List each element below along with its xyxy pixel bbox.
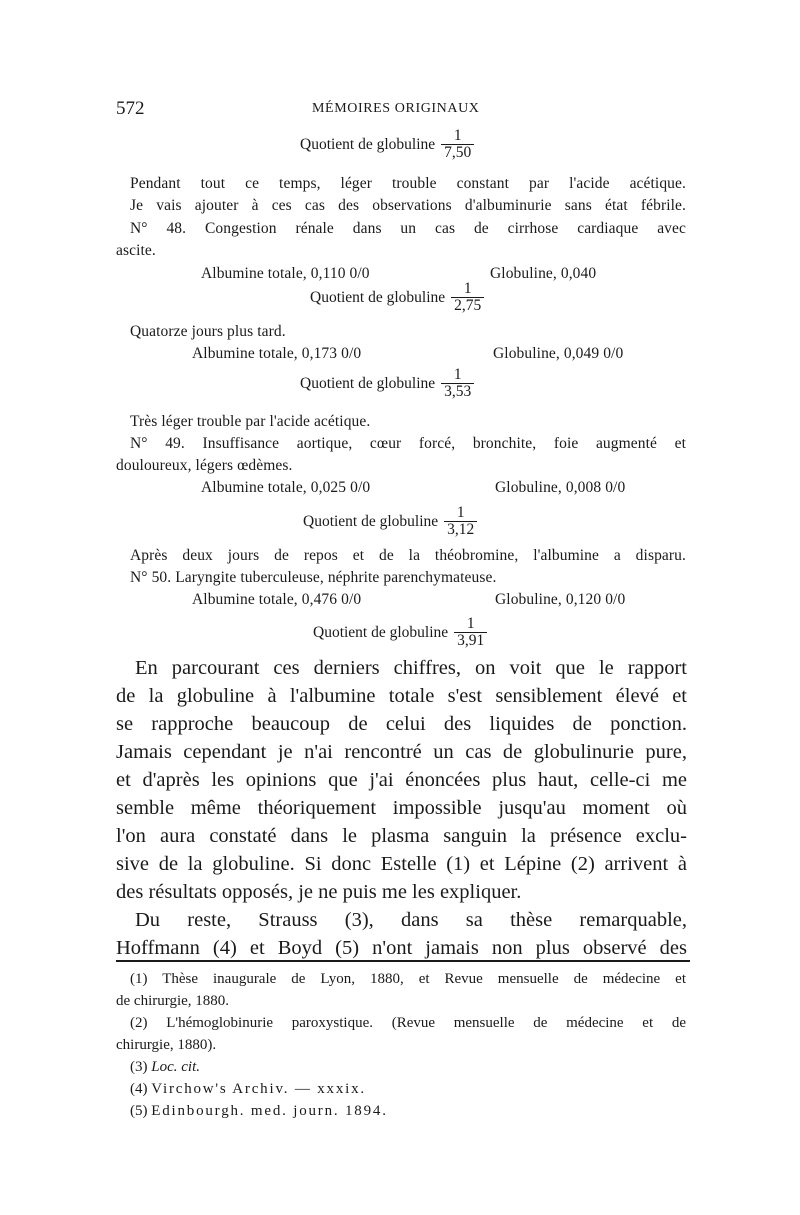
body-line: Jamais cependant je n'ai rencontré un cas de globulinurie pure,: [116, 741, 687, 763]
footnote-3: [130, 1059, 200, 1076]
fraction-denominator: 2,75: [451, 297, 484, 314]
footnote-5: [130, 1103, 388, 1120]
albumine-totale-48b: Albumine totale, 0,173 0/0: [192, 345, 362, 362]
quotient-label: Quotient de globuline: [313, 623, 449, 641]
footnote-text: Loc. cit.: [151, 1059, 200, 1075]
globuline-49: Globuline, 0,008 0/0: [495, 479, 626, 496]
body-line: sive de la globuline. Si donc Estelle (1) et Lépine (2) arrivent à: [116, 853, 687, 875]
running-title: MÉMOIRES ORIGINAUX: [312, 101, 480, 116]
footnote-1: (1) Thèse inaugurale de Lyon, 1880, et Revue mensuelle de médecine et: [130, 971, 686, 987]
fraction-numerator: 1: [466, 615, 475, 632]
footnote-number: (4): [130, 1081, 148, 1097]
footnote-2-cont: chirurgie, 1880).: [116, 1037, 217, 1053]
text-line: Je vais ajouter à ces cas des observations d'albuminurie sans état fébrile.: [130, 197, 686, 214]
body-line: de la globuline à l'albumine totale s'est sensiblement élevé et: [116, 685, 687, 707]
globuline-48: Globuline, 0,040: [490, 265, 597, 282]
text-line: Pendant tout ce temps, léger trouble constant par l'acide acétique.: [130, 175, 686, 192]
fraction: [444, 505, 477, 539]
quotient-label: Quotient de globuline: [310, 288, 446, 306]
quotient-label: Quotient de globuline: [303, 512, 439, 530]
page-header: [116, 98, 690, 122]
quotient-2-75: [310, 281, 484, 315]
footnote-number: (5): [130, 1103, 148, 1119]
fraction: [451, 281, 484, 315]
body-line: des résultats opposés, je ne puis me les expliquer.: [116, 881, 522, 903]
body-line: l'on aura constaté dans le plasma sanguin la présence exclu-: [116, 825, 687, 847]
body-line: semble même théoriquement impossible jusqu'au moment où: [116, 797, 687, 819]
quotient-7-50: [300, 128, 474, 162]
footnote-number: (3): [130, 1059, 148, 1075]
page-number: 572: [116, 98, 145, 119]
fraction-numerator: 1: [463, 280, 472, 297]
text-line: N° 49. Insuffisance aortique, cœur forcé, bronchite, foie augmenté et: [130, 435, 686, 452]
fraction: [454, 616, 487, 650]
footnote-text: Virchow's Archiv. — xxxix.: [151, 1081, 366, 1097]
text-line: N° 50. Laryngite tuberculeuse, néphrite parenchymateuse.: [130, 569, 497, 586]
text-line: ascite.: [116, 242, 156, 259]
quotient-label: Quotient de globuline: [300, 135, 436, 153]
footnote-4: [130, 1081, 366, 1098]
body-line: Du reste, Strauss (3), dans sa thèse remarquable,: [135, 909, 687, 931]
globuline-50: Globuline, 0,120 0/0: [495, 591, 626, 608]
text-line: Après deux jours de repos et de la théobromine, l'albumine a disparu.: [130, 547, 686, 564]
body-line: Hoffmann (4) et Boyd (5) n'ont jamais non plus observé des: [116, 937, 687, 959]
quotient-3-12: [303, 505, 477, 539]
albumine-totale-48: Albumine totale, 0,110 0/0: [201, 265, 370, 282]
footnote-2: (2) L'hémoglobinurie paroxystique. (Revue mensuelle de médecine et de: [130, 1015, 686, 1031]
albumine-totale-50: Albumine totale, 0,476 0/0: [192, 591, 362, 608]
fraction-denominator: 3,91: [454, 632, 487, 649]
globuline-48b: Globuline, 0,049 0/0: [493, 345, 624, 362]
text-line: Quatorze jours plus tard.: [130, 323, 286, 340]
body-line: se rapproche beaucoup de celui des liquides de ponction.: [116, 713, 687, 735]
fraction-numerator: 1: [453, 127, 462, 144]
quotient-3-91: [313, 616, 487, 650]
text-line: N° 48. Congestion rénale dans un cas de cirrhose cardiaque avec: [130, 220, 686, 237]
fraction-numerator: 1: [453, 366, 462, 383]
fraction-denominator: 3,12: [444, 521, 477, 538]
footnote-text: Edinbourgh. med. journ. 1894.: [151, 1103, 388, 1119]
body-line: En parcourant ces derniers chiffres, on voit que le rapport: [135, 657, 687, 679]
quotient-3-53: [300, 367, 474, 401]
fraction: [441, 367, 474, 401]
fraction: [441, 128, 474, 162]
fraction-denominator: 3,53: [441, 383, 474, 400]
text-line: douloureux, légers œdèmes.: [116, 457, 293, 474]
quotient-label: Quotient de globuline: [300, 374, 436, 392]
fraction-numerator: 1: [456, 504, 465, 521]
text-line: Très léger trouble par l'acide acétique.: [130, 413, 371, 430]
footnote-1-cont: de chirurgie, 1880.: [116, 993, 230, 1009]
footnote-divider: [116, 960, 690, 962]
fraction-denominator: 7,50: [441, 144, 474, 161]
albumine-totale-49: Albumine totale, 0,025 0/0: [201, 479, 371, 496]
body-line: et d'après les opinions que j'ai énoncées plus haut, celle-ci me: [116, 769, 687, 791]
